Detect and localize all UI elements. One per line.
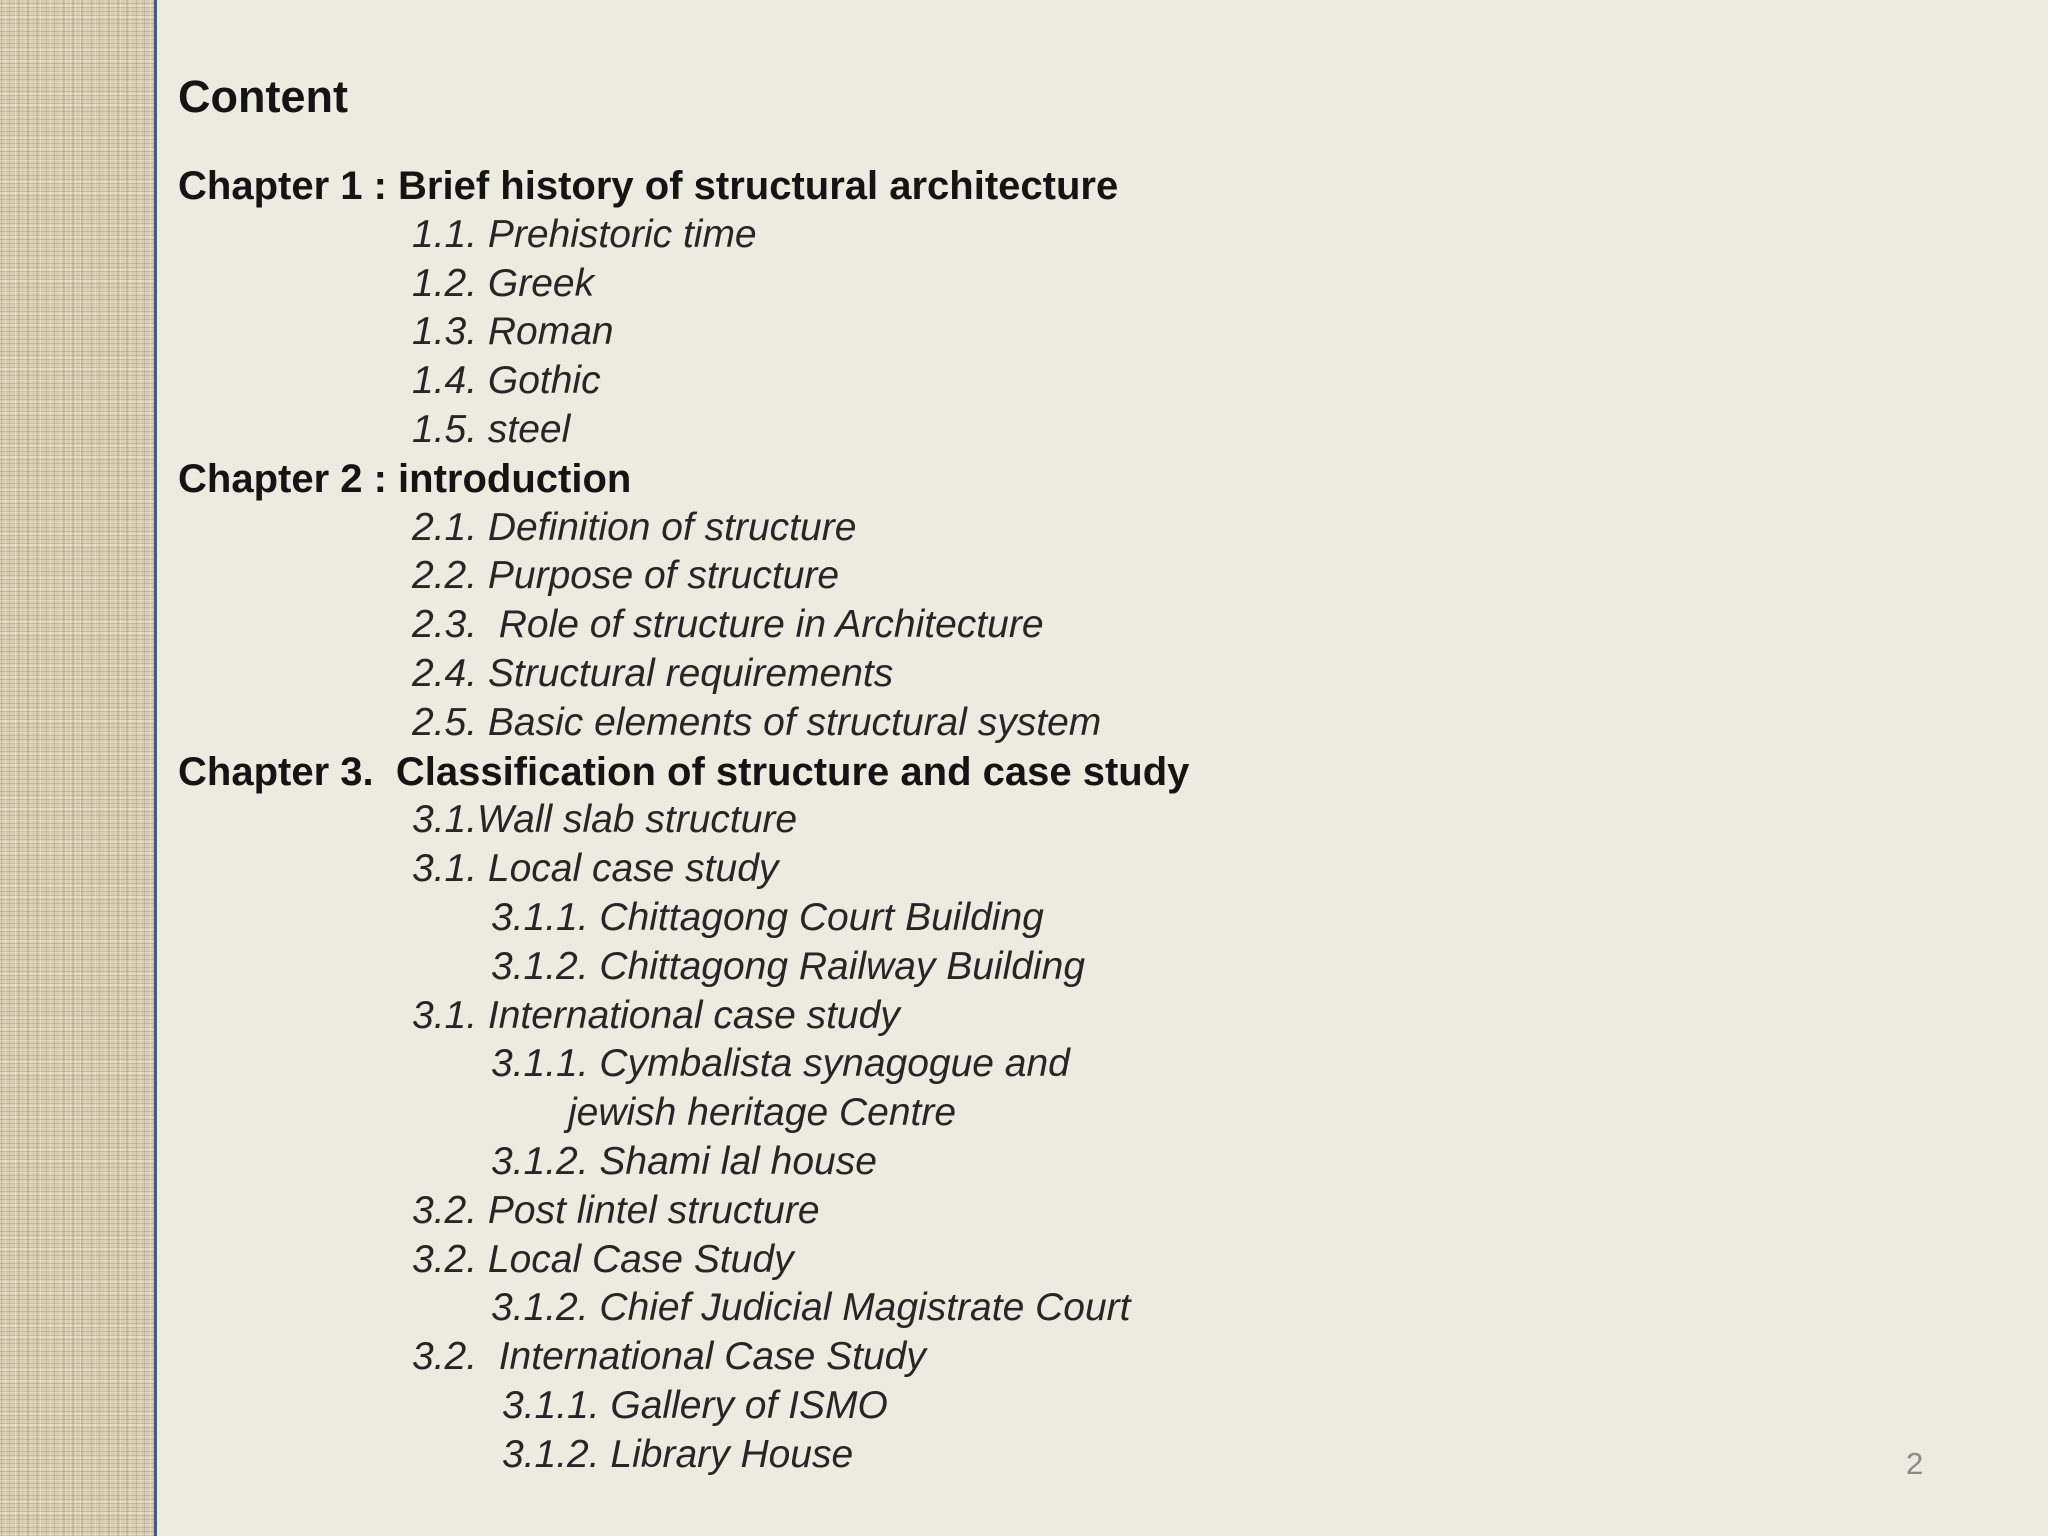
toc-item: 3.1.1. Cymbalista synagogue and — [491, 1042, 1070, 1086]
toc-item: 3.1.2. Library House — [502, 1432, 854, 1476]
chapter-heading: Chapter 3. Classification of structure and case study — [178, 749, 1190, 794]
toc-item: 3.2. Local Case Study — [412, 1237, 794, 1281]
toc-item: 3.1.2. Shami lal house — [491, 1139, 877, 1183]
toc-item: 1.1. Prehistoric time — [412, 212, 757, 256]
toc-item: 2.1. Definition of structure — [412, 505, 857, 549]
toc-item: 3.1.2. Chief Judicial Magistrate Court — [491, 1286, 1131, 1330]
decorative-texture-band — [0, 0, 157, 1536]
toc-item: 1.5. steel — [412, 407, 571, 451]
toc-item: 1.4. Gothic — [412, 359, 601, 403]
toc-item: 2.5. Basic elements of structural system — [412, 700, 1102, 744]
toc-list — [178, 162, 1978, 1480]
toc-item: 1.2. Greek — [412, 261, 595, 305]
toc-item: 2.3. Role of structure in Architecture — [412, 603, 1044, 647]
toc-item: 3.1.1. Chittagong Court Building — [491, 895, 1044, 939]
toc-item: 1.3. Roman — [412, 310, 614, 354]
toc-item: 3.1.1. Gallery of ISMO — [502, 1383, 888, 1427]
page-number: 2 — [1906, 1446, 1924, 1481]
chapter-heading: Chapter 1 : Brief history of structural architecture — [178, 164, 1119, 208]
toc-item: 3.1. Local case study — [412, 847, 779, 891]
table-of-contents — [178, 70, 1978, 1480]
toc-item: jewish heritage Centre — [568, 1091, 957, 1135]
toc-item: 3.1.Wall slab structure — [412, 798, 798, 842]
toc-item: 3.2. International Case Study — [412, 1335, 926, 1379]
chapter-heading: Chapter 2 : introduction — [178, 456, 632, 501]
toc-item: 3.1.2. Chittagong Railway Building — [491, 944, 1086, 988]
toc-item: 2.4. Structural requirements — [412, 651, 894, 695]
toc-item: 3.1. International case study — [412, 993, 900, 1037]
toc-item: 2.2. Purpose of structure — [412, 554, 840, 598]
page-title: Content — [178, 71, 348, 122]
toc-item: 3.2. Post lintel structure — [412, 1188, 820, 1232]
